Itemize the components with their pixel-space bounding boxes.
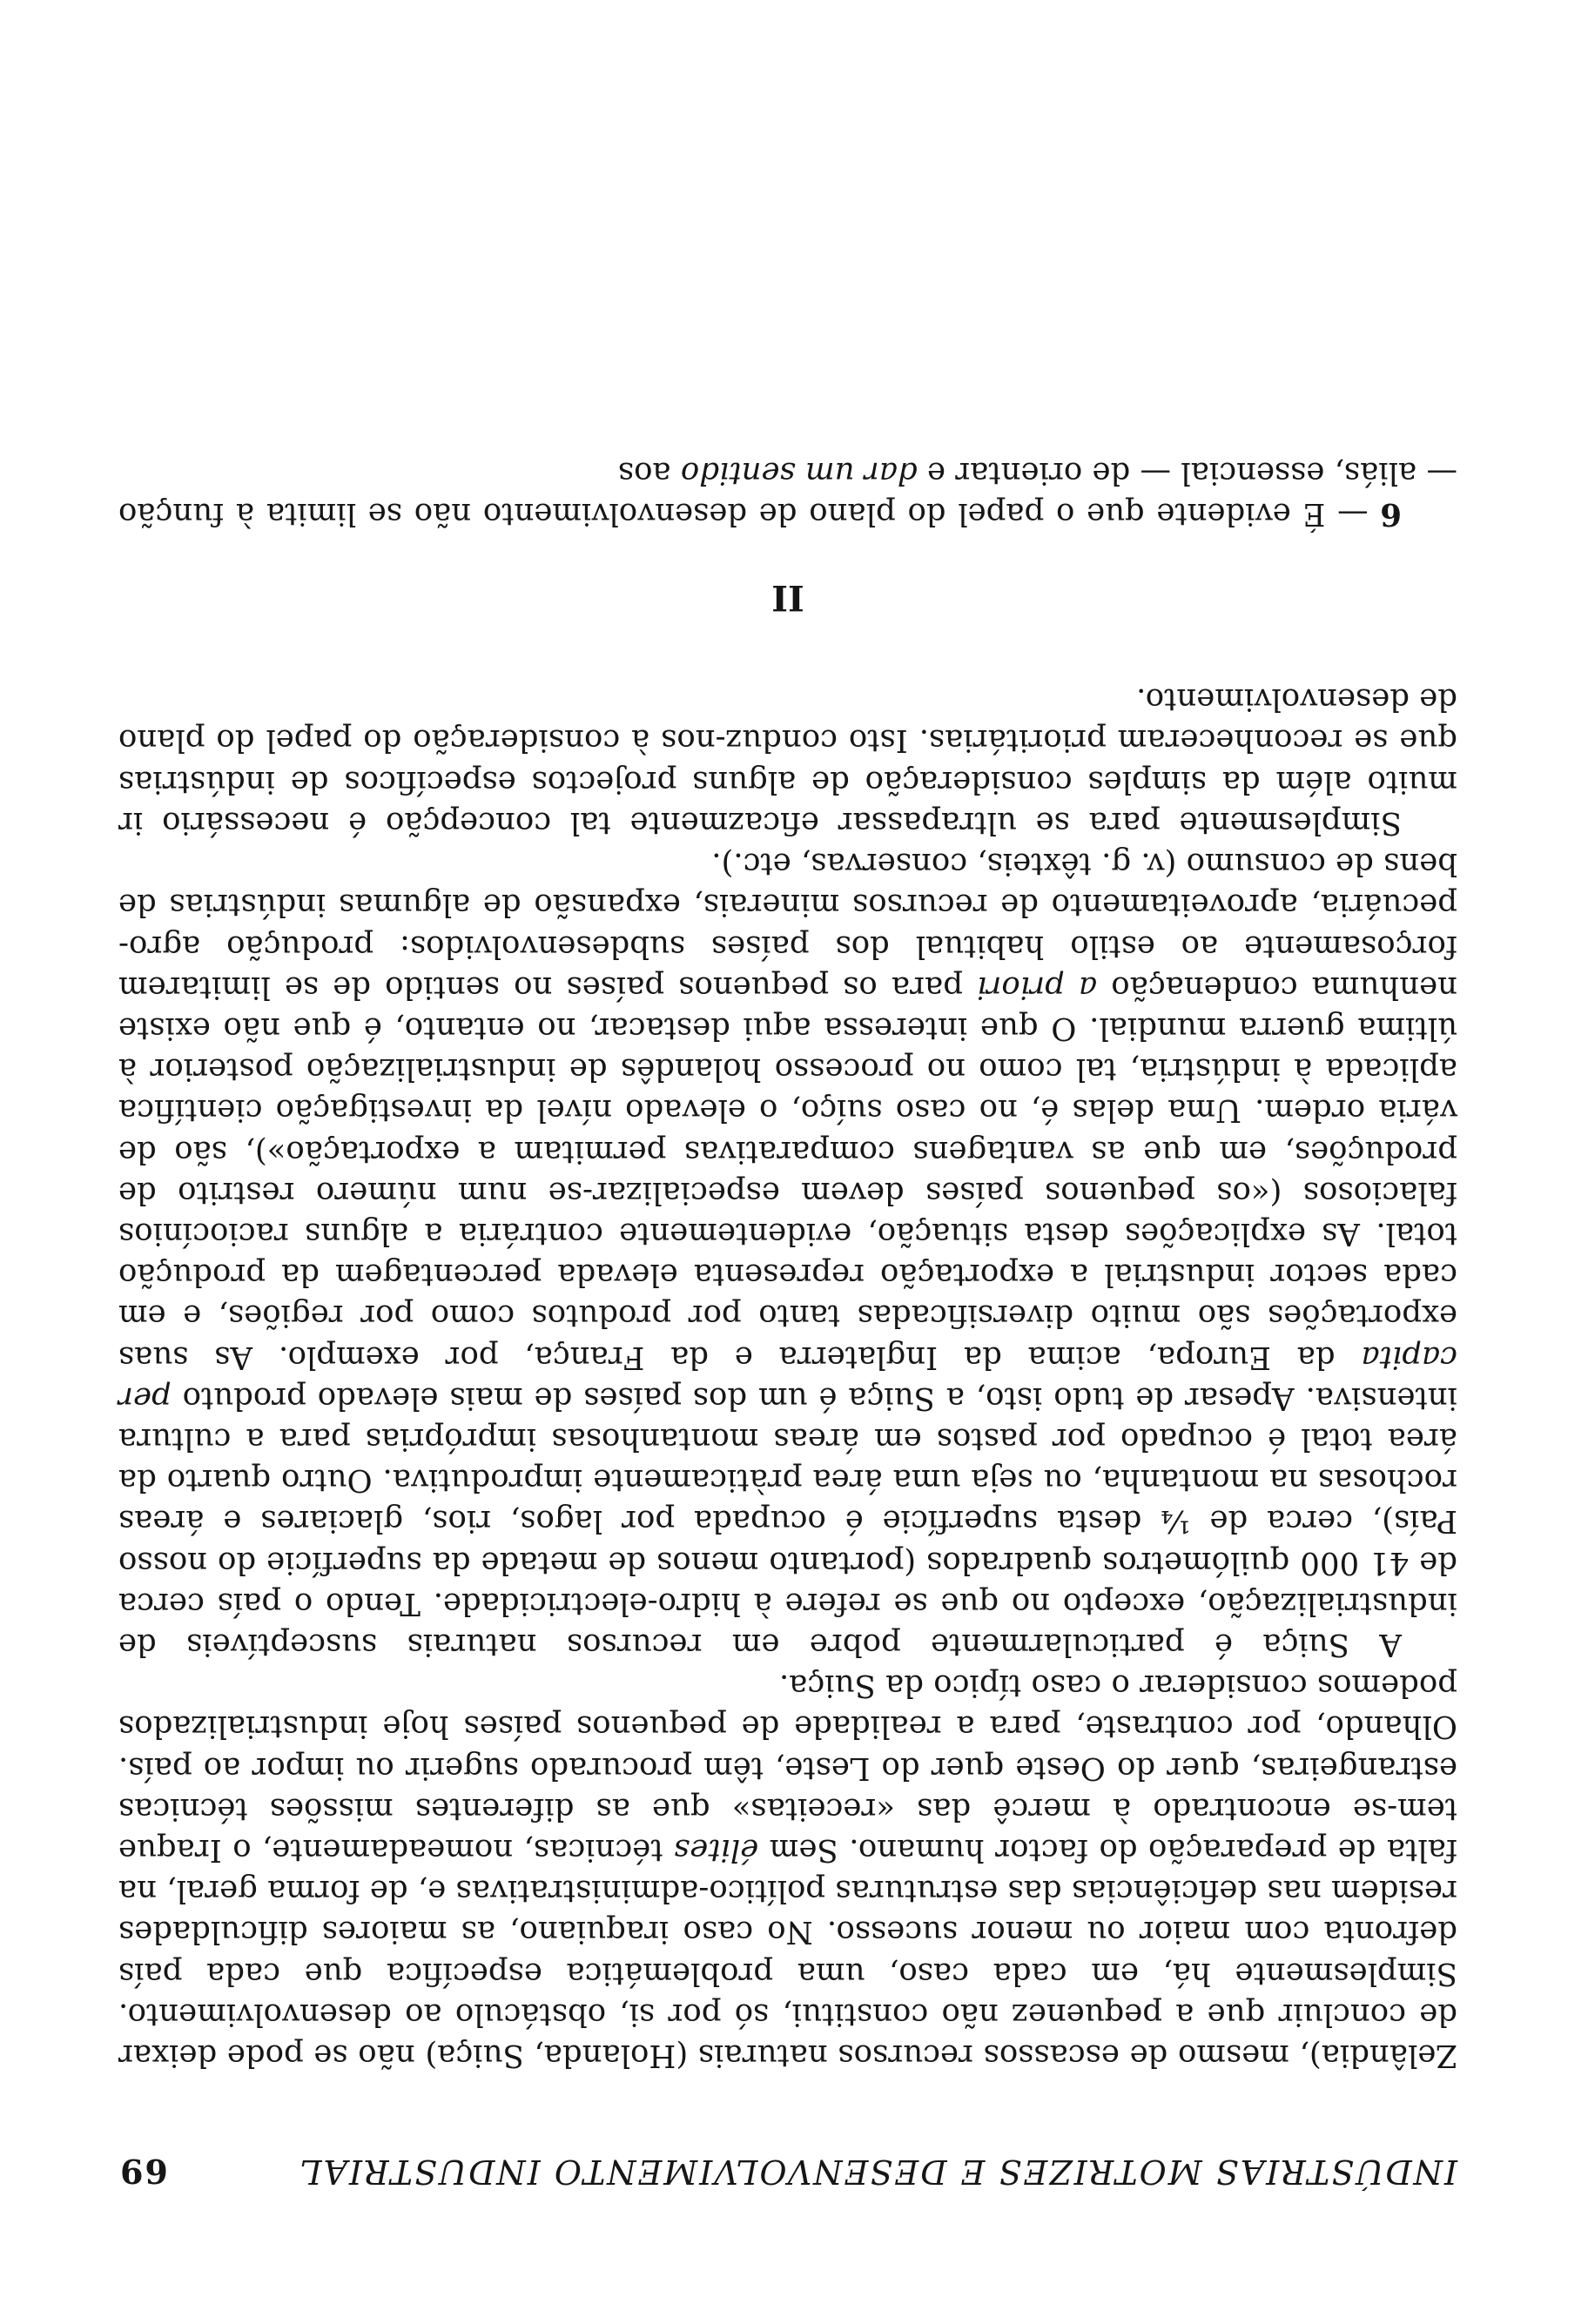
emphasis: dar um sentido <box>680 454 918 491</box>
section-number: 6 <box>1380 496 1402 533</box>
emphasis: a priori <box>977 969 1098 1005</box>
paragraph: Zelândia), mesmo de escassos recursos naturais (Holanda, Suiça) não se pode deixar de concluir que a pequenez não constitui, só por si, obstáculo ao desenvolvimento. Simplesmente há, em cada caso, uma problemática específica que cada país defronta com maior ou menor sucesso. No caso iraquiano, as maiores dificuldades residem nas deficiências das estruturas político-administrativas e, de forma geral, na falta de preparação do factor humano. Sem élites técnicas, nomeadamente, o Iraque tem-se encontrado à mercê das «receitas» que as diferentes missões técnicas estrangeiras, quer do Oeste quer do Leste, têm procurado sugerir ou impor ao país. Olhando, por contraste, para a realidade de pequenos países hoje industrializados podemos considerar o caso típico da Suiça. <box>118 1668 1457 2073</box>
emphasis: per capita <box>118 1339 1457 1416</box>
paragraph: Simplesmente para se ultrapassar eficazmente tal concepção é necessário ir muito além da simples consideração de alguns projectos específicos de indústrias que se reconheceram prioritárias. Isto conduz-nos à consideração do papel do plano de desenvolvimento. <box>118 682 1457 841</box>
running-title: INDÚSTRIAS MOTRIZES E DESENVOLVIMENTO INDUSTRIAL <box>298 2153 1457 2191</box>
page-number: 69 <box>118 2152 168 2191</box>
paragraph: A Suiça é particularmente pobre em recursos naturais susceptíveis de industrialização, excepto no que se refere à hidro-electricidade. Tendo o país cerca de 41 000 quilómetros quadrados (portanto menos de metade da superfície do nosso País), cerca de ¼ desta superfície é ocupada por lagos, rios, glaciares e áreas rochosas na montanha, ou seja uma área pràticamente improdutiva. Outro quarto da área total é ocupado por pastos em áreas montanhosas impróprias para a cultura intensiva. Apesar de tudo isto, a Suiça é um dos países de mais elevado produto per capita da Europa, acima da Inglaterra e da França, por exemplo. As suas exportações são muito diversificadas tanto por produtos como por regiões, e em cada sector industrial a exportação representa elevada percentagem da produção total. As explicações desta situação, evidentemente contrária a alguns raciocínios falaciosos («os pequenos países devem especializar-se num número restrito de produções, em que as vantagens comparativas permitam a exportação»), são de vária ordem. Uma delas é, no caso suíço, o elevado nível da investigação científica aplicada à indústria, tal como no processo holandês de industrialização posterior à última guerra mundial. O que interessa aqui destacar, no entanto, é que não existe nenhuma condenação a priori para os pequenos países no sentido de se limitarem forçosamente ao estilo habitual dos países subdesenvolvidos: produção agro-pecuária, aproveitamento de recursos minerais, expansão de algumas indústrias de bens de consumo (v. g. têxteis, conservas, etc.). <box>118 846 1457 1662</box>
body-text <box>118 453 1457 2076</box>
paragraph: 6 — É evidente que o papel do plano de desenvolvimento não se limita à função — aliás, essencial — de orientar e dar um sentido aos <box>118 454 1457 533</box>
emphasis: élites <box>674 1831 759 1868</box>
section-heading: II <box>771 577 804 619</box>
